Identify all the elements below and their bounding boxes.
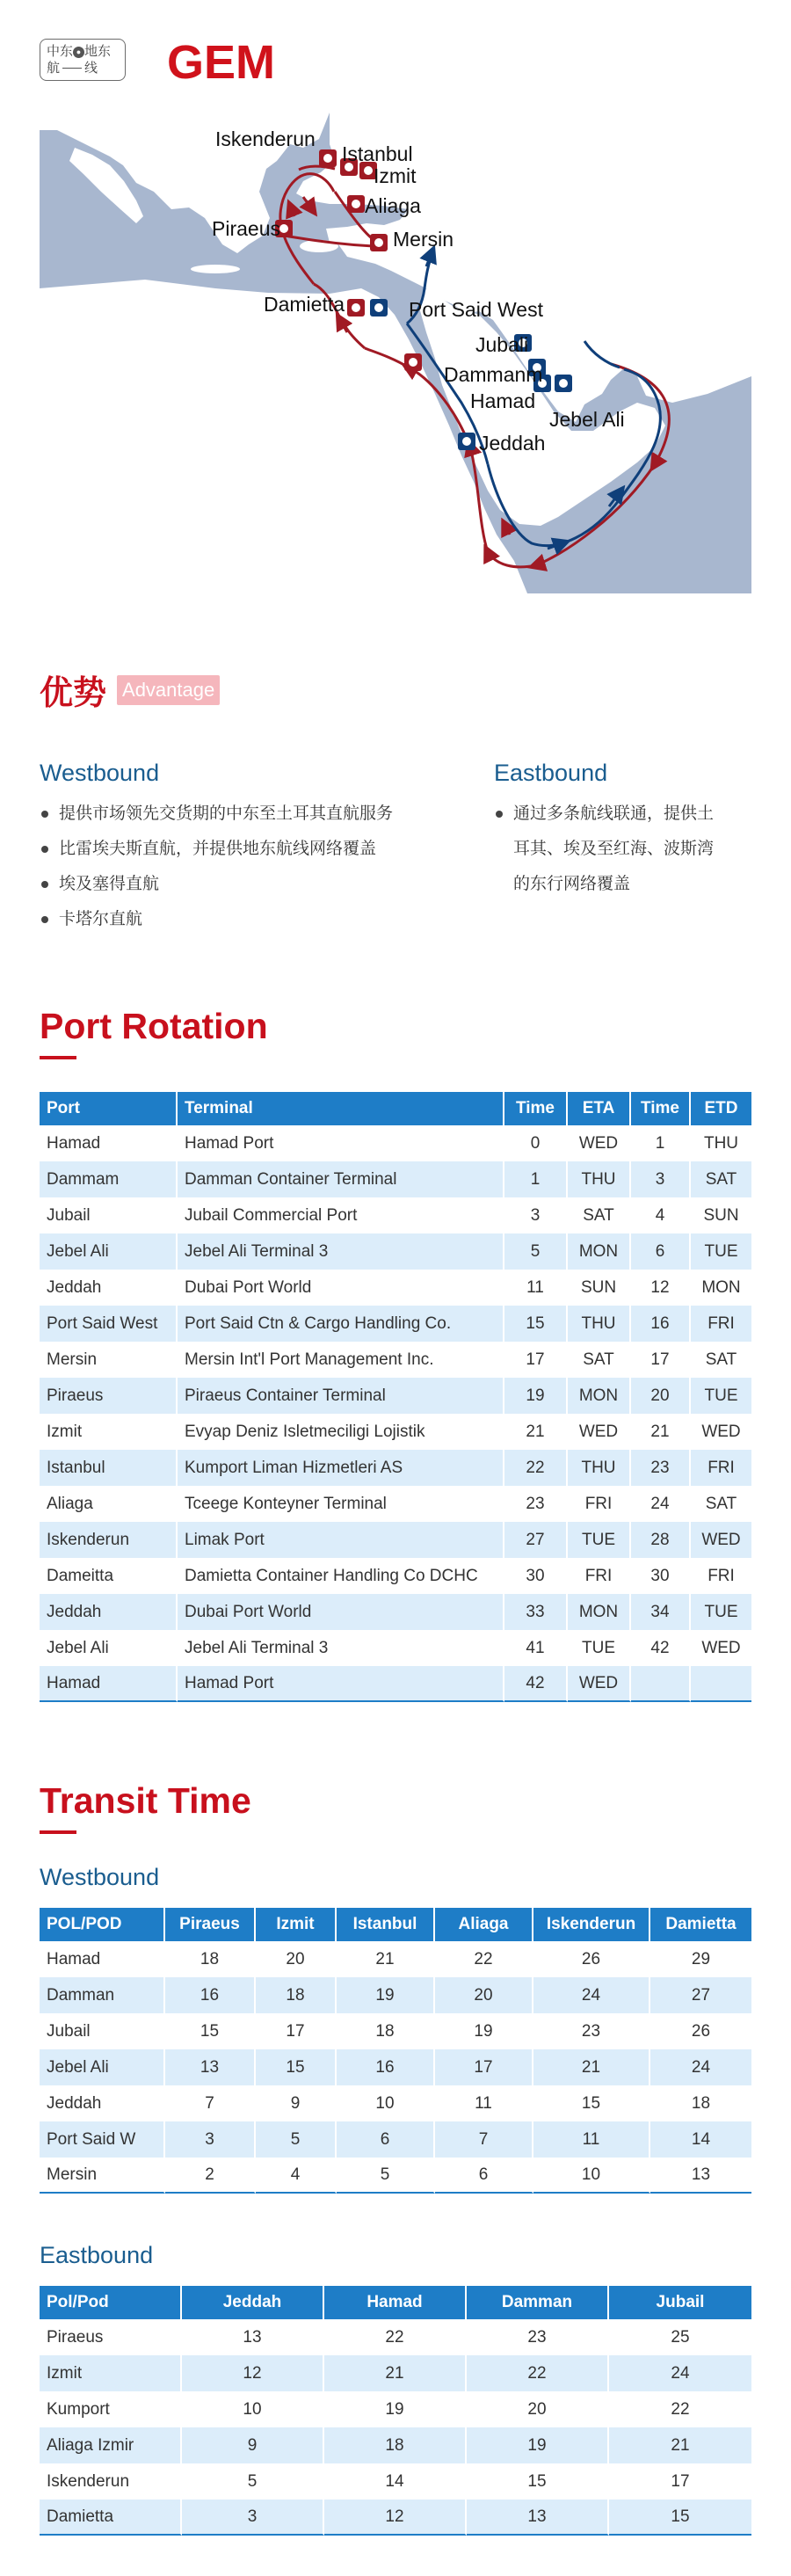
table-cell: 22 xyxy=(324,2319,467,2355)
table-cell: Port Said West xyxy=(40,1306,178,1342)
table-cell: 21 xyxy=(609,2427,751,2463)
label-damietta: Damietta xyxy=(264,293,345,316)
column-header: Jubail xyxy=(609,2286,751,2319)
transit-westbound-body xyxy=(40,1941,751,2194)
table-cell: 19 xyxy=(435,2013,533,2049)
list-item: 提供市场领先交货期的中东至土耳其直航服务 xyxy=(40,796,497,831)
column-header: ETA xyxy=(568,1092,631,1125)
label-piraeus: Piraeus xyxy=(212,217,280,240)
table-cell: 18 xyxy=(650,2085,751,2121)
column-header: Time xyxy=(504,1092,568,1125)
table-cell: 21 xyxy=(533,2049,650,2085)
badge-line2: 航 线 xyxy=(47,61,98,76)
table-cell: Evyap Deniz Isletmeciligi Lojistik xyxy=(178,1414,504,1450)
table-row xyxy=(40,2121,751,2158)
list-item: 埃及塞得直航 xyxy=(40,866,497,901)
table-cell: SUN xyxy=(691,1197,751,1233)
table-cell: FRI xyxy=(691,1558,751,1594)
table-cell: WED xyxy=(568,1666,631,1702)
table-cell: 5 xyxy=(337,2158,435,2194)
label-dammanm: Dammanm xyxy=(444,363,543,386)
table-cell: Mersin xyxy=(40,1342,178,1378)
route-map-svg xyxy=(40,113,751,593)
transit-time-title: Transit Time xyxy=(40,1780,251,1821)
westbound-arrow-3 xyxy=(291,207,294,216)
table-cell: 30 xyxy=(631,1558,691,1594)
column-header: Pol/Pod xyxy=(40,2286,182,2319)
transit-westbound-title: Westbound xyxy=(40,1864,160,1890)
table-cell: 5 xyxy=(182,2463,324,2500)
table-cell: 20 xyxy=(256,1941,337,1977)
table-cell: 4 xyxy=(631,1197,691,1233)
table-cell: Hamad Port xyxy=(178,1666,504,1702)
label-jebel-ali: Jebel Ali xyxy=(549,408,625,431)
table-cell: 12 xyxy=(631,1270,691,1306)
table-cell: 26 xyxy=(533,1941,650,1977)
table-cell: Mersin Int'l Port Management Inc. xyxy=(178,1342,504,1378)
table-row xyxy=(40,2355,751,2391)
column-header: Jeddah xyxy=(182,2286,324,2319)
table-cell: 18 xyxy=(324,2427,467,2463)
table-cell: 21 xyxy=(337,1941,435,1977)
table-cell: Kumport Liman Hizmetleri AS xyxy=(178,1450,504,1486)
table-cell: THU xyxy=(691,1125,751,1161)
table-cell: Port Said W xyxy=(40,2121,165,2158)
table-cell: 23 xyxy=(631,1450,691,1486)
table-cell: 42 xyxy=(504,1666,568,1702)
table-cell: 13 xyxy=(165,2049,256,2085)
table-cell: 12 xyxy=(182,2355,324,2391)
table-row xyxy=(40,1486,751,1522)
table-cell: 19 xyxy=(337,1977,435,2013)
table-header-row xyxy=(40,1908,751,1941)
table-cell: WED xyxy=(568,1125,631,1161)
sea-route-icon: ● xyxy=(73,47,84,58)
table-cell: TUE xyxy=(568,1522,631,1558)
table-cell: 11 xyxy=(533,2121,650,2158)
port-rotation-title: Port Rotation xyxy=(40,1006,268,1046)
table-row xyxy=(40,2049,751,2085)
table-cell: Jubail xyxy=(40,1197,178,1233)
table-cell: 27 xyxy=(504,1522,568,1558)
table-cell: 15 xyxy=(533,2085,650,2121)
table-cell: 20 xyxy=(435,1977,533,2013)
table-cell: SAT xyxy=(691,1342,751,1378)
table-cell: 3 xyxy=(182,2500,324,2536)
table-row xyxy=(40,1125,751,1161)
table-cell: 13 xyxy=(182,2319,324,2355)
table-cell: 34 xyxy=(631,1594,691,1630)
column-header: ETD xyxy=(691,1092,751,1125)
advantage-title xyxy=(40,666,220,714)
table-cell: 33 xyxy=(504,1594,568,1630)
table-cell: 5 xyxy=(256,2121,337,2158)
table-cell: 19 xyxy=(324,2391,467,2427)
column-header: Iskenderun xyxy=(533,1908,650,1941)
table-header-row xyxy=(40,1092,751,1125)
table-cell: TUE xyxy=(568,1630,631,1666)
table-cell: 15 xyxy=(256,2049,337,2085)
table-cell: THU xyxy=(568,1306,631,1342)
table-cell: Dubai Port World xyxy=(178,1270,504,1306)
table-cell: 14 xyxy=(650,2121,751,2158)
table-cell: 23 xyxy=(533,2013,650,2049)
table-cell: 15 xyxy=(467,2463,609,2500)
table-cell: Piraeus xyxy=(40,2319,182,2355)
table-cell: Dameitta xyxy=(40,1558,178,1594)
table-cell: 30 xyxy=(504,1558,568,1594)
label-jeddah: Jeddah xyxy=(479,432,546,455)
table-cell: Hamad xyxy=(40,1666,178,1702)
table-row xyxy=(40,1414,751,1450)
asia-label: Asia xyxy=(613,170,642,186)
table-cell: WED xyxy=(691,1630,751,1666)
transit-eastbound-title: Eastbound xyxy=(40,2242,154,2268)
table-cell: 11 xyxy=(435,2085,533,2121)
label-izmit: Izmit xyxy=(374,164,417,187)
table-cell: Damman Container Terminal xyxy=(178,1161,504,1197)
table-cell: 3 xyxy=(631,1161,691,1197)
table-cell: THU xyxy=(568,1161,631,1197)
table-cell: 15 xyxy=(165,2013,256,2049)
table-cell: Damietta Container Handling Co DCHC xyxy=(178,1558,504,1594)
label-mersin: Mersin xyxy=(393,228,454,251)
table-cell: 19 xyxy=(467,2427,609,2463)
table-cell: 24 xyxy=(609,2355,751,2391)
table-cell: Istanbul xyxy=(40,1450,178,1486)
table-row xyxy=(40,2391,751,2427)
table-cell: MON xyxy=(568,1233,631,1270)
table-cell: 29 xyxy=(650,1941,751,1977)
table-cell: 23 xyxy=(467,2319,609,2355)
label-hamad: Hamad xyxy=(470,389,536,412)
table-cell: 22 xyxy=(609,2391,751,2427)
table-cell: Jebel Ali xyxy=(40,2049,165,2085)
table-cell: 28 xyxy=(631,1522,691,1558)
table-cell: 19 xyxy=(504,1378,568,1414)
column-header: Port xyxy=(40,1092,178,1125)
table-cell: 16 xyxy=(165,1977,256,2013)
table-cell: 21 xyxy=(631,1414,691,1450)
table-cell: 0 xyxy=(504,1125,568,1161)
table-cell: 20 xyxy=(467,2391,609,2427)
table-cell: 18 xyxy=(165,1941,256,1977)
table-cell: 10 xyxy=(337,2085,435,2121)
advantage-westbound-list xyxy=(40,796,497,936)
table-cell: MON xyxy=(568,1378,631,1414)
badge-dash xyxy=(62,68,82,69)
table-row xyxy=(40,2158,751,2194)
label-iskenderun: Iskenderun xyxy=(215,127,316,150)
table-cell: Jubail xyxy=(40,2013,165,2049)
table-cell: Dammam xyxy=(40,1161,178,1197)
table-cell: 41 xyxy=(504,1630,568,1666)
land-crete xyxy=(191,265,240,273)
table-cell: 17 xyxy=(256,2013,337,2049)
table-cell: 4 xyxy=(256,2158,337,2194)
column-header: Istanbul xyxy=(337,1908,435,1941)
table-cell: SAT xyxy=(691,1486,751,1522)
table-cell: SUN xyxy=(568,1270,631,1306)
westbound-arrow-1 xyxy=(505,526,510,535)
table-cell: Izmit xyxy=(40,2355,182,2391)
table-cell: 6 xyxy=(631,1233,691,1270)
table-cell: Jeddah xyxy=(40,2085,165,2121)
table-row xyxy=(40,2085,751,2121)
table-cell: 9 xyxy=(256,2085,337,2121)
table-cell: Jebel Ali Terminal 3 xyxy=(178,1233,504,1270)
port-rotation-table xyxy=(40,1092,751,1702)
table-cell: 15 xyxy=(609,2500,751,2536)
table-cell: 1 xyxy=(504,1161,568,1197)
table-cell: 10 xyxy=(182,2391,324,2427)
table-cell: Damietta xyxy=(40,2500,182,2536)
table-row xyxy=(40,1161,751,1197)
table-header-row xyxy=(40,2286,751,2319)
table-cell: 22 xyxy=(435,1941,533,1977)
table-cell: TUE xyxy=(691,1233,751,1270)
table-cell: 22 xyxy=(467,2355,609,2391)
table-cell: 5 xyxy=(504,1233,568,1270)
table-cell: 13 xyxy=(650,2158,751,2194)
advantage-title-en: Advantage xyxy=(117,675,220,705)
column-header: Hamad xyxy=(324,2286,467,2319)
column-header: Piraeus xyxy=(165,1908,256,1941)
column-header: Terminal xyxy=(178,1092,504,1125)
table-cell: WED xyxy=(691,1522,751,1558)
advantage-eastbound-title: Eastbound xyxy=(494,760,608,786)
table-cell: 22 xyxy=(504,1450,568,1486)
table-cell: 9 xyxy=(182,2427,324,2463)
table-cell: TUE xyxy=(691,1594,751,1630)
table-row xyxy=(40,2427,751,2463)
table-cell: WED xyxy=(568,1414,631,1450)
table-cell: 16 xyxy=(337,2049,435,2085)
label-jubali: Jubali xyxy=(475,333,529,356)
table-cell: 21 xyxy=(504,1414,568,1450)
table-cell: 12 xyxy=(324,2500,467,2536)
table-cell: Kumport xyxy=(40,2391,182,2427)
table-cell: Jubail Commercial Port xyxy=(178,1197,504,1233)
route-map xyxy=(40,113,751,593)
table-cell: 3 xyxy=(504,1197,568,1233)
table-cell: 24 xyxy=(631,1486,691,1522)
table-cell: FRI xyxy=(568,1558,631,1594)
table-cell: 27 xyxy=(650,1977,751,2013)
table-row xyxy=(40,1941,751,1977)
list-item: 比雷埃夫斯直航，并提供地东航线网络覆盖 xyxy=(40,831,497,866)
port-rotation-body xyxy=(40,1125,751,1702)
table-cell: SAT xyxy=(691,1161,751,1197)
gem-logo: GEM xyxy=(167,36,276,89)
table-row xyxy=(40,1450,751,1486)
table-row xyxy=(40,1558,751,1594)
table-cell: Aliaga xyxy=(40,1486,178,1522)
table-cell: Tceege Konteyner Terminal xyxy=(178,1486,504,1522)
table-cell xyxy=(631,1666,691,1702)
table-cell: MON xyxy=(568,1594,631,1630)
table-row xyxy=(40,1233,751,1270)
table-cell: Iskenderun xyxy=(40,2463,182,2500)
table-cell: Jeddah xyxy=(40,1270,178,1306)
table-cell: 1 xyxy=(631,1125,691,1161)
table-cell: Mersin xyxy=(40,2158,165,2194)
table-cell: Iskenderun xyxy=(40,1522,178,1558)
column-header: Aliaga xyxy=(435,1908,533,1941)
advantage-title-zh: 优势 xyxy=(40,673,107,712)
table-cell xyxy=(691,1666,751,1702)
label-istanbul: Istanbul xyxy=(342,142,413,165)
table-cell: 6 xyxy=(337,2121,435,2158)
table-cell: Limak Port xyxy=(178,1522,504,1558)
column-header: Izmit xyxy=(256,1908,337,1941)
table-row xyxy=(40,1522,751,1558)
table-cell: 18 xyxy=(256,1977,337,2013)
label-port-said-west: Port Said West xyxy=(409,298,543,321)
table-cell: 42 xyxy=(631,1630,691,1666)
table-cell: Jebel Ali xyxy=(40,1630,178,1666)
column-header: POL/POD xyxy=(40,1908,165,1941)
table-row xyxy=(40,2013,751,2049)
table-cell: 17 xyxy=(631,1342,691,1378)
advantage-westbound-title: Westbound xyxy=(40,760,160,786)
column-header: Damman xyxy=(467,2286,609,2319)
table-row xyxy=(40,2500,751,2536)
table-cell: 26 xyxy=(650,2013,751,2049)
transit-eastbound-table xyxy=(40,2286,751,2536)
table-cell: Piraeus Container Terminal xyxy=(178,1378,504,1414)
table-cell: 7 xyxy=(165,2085,256,2121)
table-cell: 17 xyxy=(609,2463,751,2500)
transit-eastbound-body xyxy=(40,2319,751,2536)
table-cell: 20 xyxy=(631,1378,691,1414)
table-cell: 10 xyxy=(533,2158,650,2194)
table-cell: 16 xyxy=(631,1306,691,1342)
table-cell: Port Said Ctn & Cargo Handling Co. xyxy=(178,1306,504,1342)
badge-line1: 中东 ● 地东 xyxy=(47,44,112,59)
table-cell: 17 xyxy=(435,2049,533,2085)
table-row xyxy=(40,1666,751,1702)
table-row xyxy=(40,1630,751,1666)
table-row xyxy=(40,2319,751,2355)
table-cell: Jeddah xyxy=(40,1594,178,1630)
table-cell: Dubai Port World xyxy=(178,1594,504,1630)
list-item: 卡塔尔直航 xyxy=(40,901,497,936)
advantage-eastbound-list xyxy=(494,796,758,901)
table-cell: THU xyxy=(568,1450,631,1486)
table-cell: Hamad xyxy=(40,1125,178,1161)
table-cell: FRI xyxy=(691,1450,751,1486)
table-cell: SAT xyxy=(568,1197,631,1233)
table-row xyxy=(40,1977,751,2013)
table-cell: Jebel Ali Terminal 3 xyxy=(178,1630,504,1666)
table-row xyxy=(40,1378,751,1414)
table-row xyxy=(40,1594,751,1630)
table-cell: 25 xyxy=(609,2319,751,2355)
table-cell: Damman xyxy=(40,1977,165,2013)
table-cell: FRI xyxy=(691,1306,751,1342)
table-cell: Hamad xyxy=(40,1941,165,1977)
table-cell: 7 xyxy=(435,2121,533,2158)
list-item: 通过多条航线联通，提供土 耳其、埃及至红海、波斯湾 的东行网络覆盖 xyxy=(494,796,758,901)
table-cell: 21 xyxy=(324,2355,467,2391)
table-cell: 24 xyxy=(650,2049,751,2085)
table-cell: 14 xyxy=(324,2463,467,2500)
table-cell: 24 xyxy=(533,1977,650,2013)
column-header: Time xyxy=(631,1092,691,1125)
table-row xyxy=(40,1342,751,1378)
label-aliaga: Aliaga xyxy=(365,194,421,217)
table-cell: Izmit xyxy=(40,1414,178,1450)
table-cell: FRI xyxy=(568,1486,631,1522)
table-row xyxy=(40,2463,751,2500)
column-header: Damietta xyxy=(650,1908,751,1941)
table-row xyxy=(40,1270,751,1306)
table-cell: Hamad Port xyxy=(178,1125,504,1161)
table-cell: SAT xyxy=(568,1342,631,1378)
table-cell: 13 xyxy=(467,2500,609,2536)
table-cell: WED xyxy=(691,1414,751,1450)
table-cell: Jebel Ali xyxy=(40,1233,178,1270)
table-row xyxy=(40,1197,751,1233)
table-row xyxy=(40,1306,751,1342)
transit-westbound-table xyxy=(40,1908,751,2194)
table-cell: 15 xyxy=(504,1306,568,1342)
table-cell: 6 xyxy=(435,2158,533,2194)
route-badge xyxy=(40,39,126,81)
table-cell: 2 xyxy=(165,2158,256,2194)
table-cell: Piraeus xyxy=(40,1378,178,1414)
table-cell: 18 xyxy=(337,2013,435,2049)
table-cell: 3 xyxy=(165,2121,256,2158)
table-cell: Aliaga Izmir xyxy=(40,2427,182,2463)
table-cell: TUE xyxy=(691,1378,751,1414)
table-cell: MON xyxy=(691,1270,751,1306)
table-cell: 23 xyxy=(504,1486,568,1522)
table-cell: 17 xyxy=(504,1342,568,1378)
table-cell: 11 xyxy=(504,1270,568,1306)
